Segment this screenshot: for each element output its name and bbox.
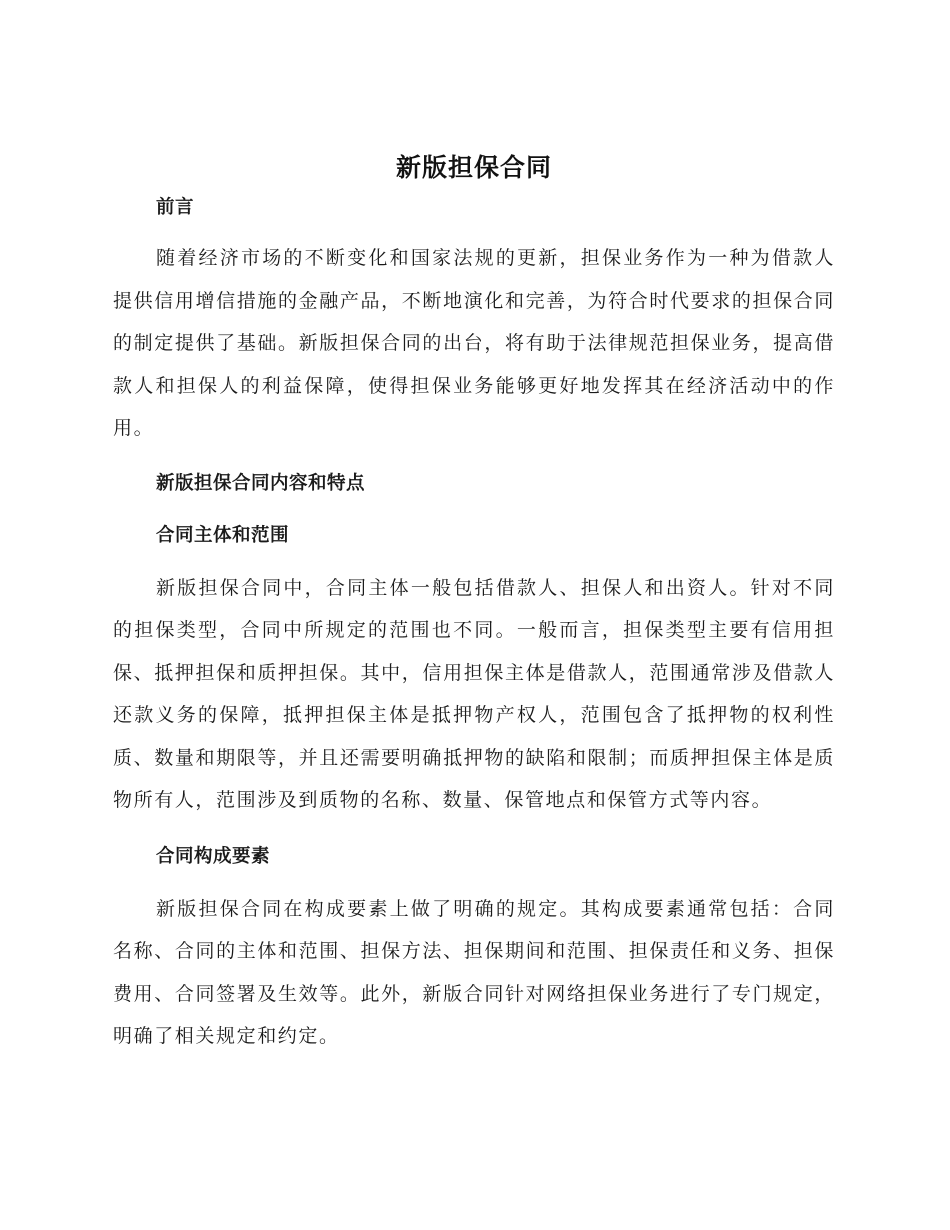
document-title: 新版担保合同	[395, 153, 552, 182]
section-heading-subject-scope: 合同主体和范围	[156, 524, 290, 546]
section-heading-preface: 前言	[156, 197, 195, 218]
paragraph-preface: 随着经济市场的不断变化和国家法规的更新，担保业务作为一种为借款人提供信用增信措施的金融产品，不断地演化和完善，为符合时代要求的担保合同的制定提供了基础。新版担保合同的出台，将有助于法律规范担保业务，提高借款人和担保人的利益保障，使得担保业务能够更好地发挥其在经济活动中的作用。	[113, 247, 835, 439]
section-heading-content-features: 新版担保合同内容和特点	[156, 472, 366, 494]
paragraph-elements: 新版担保合同在构成要素上做了明确的规定。其构成要素通常包括：合同名称、合同的主体和范围、担保方法、担保期间和范围、担保责任和义务、担保费用、合同签署及生效等。此外，新版合同针对网络担保业务进行了专门规定，明确了相关规定和约定。	[113, 897, 835, 1047]
document-page	[113, 146, 835, 1058]
section-heading-elements: 合同构成要素	[156, 845, 271, 867]
paragraph-subject-scope: 新版担保合同中，合同主体一般包括借款人、担保人和出资人。针对不同的担保类型，合同中所规定的范围也不同。一般而言，担保类型主要有信用担保、抵押担保和质押担保。其中，信用担保主体是借款人，范围通常涉及借款人还款义务的保障，抵押担保主体是抵押物产权人，范围包含了抵押物的权利性质、数量和期限等，并且还需要明确抵押物的缺陷和限制；而质押担保主体是质物所有人，范围涉及到质物的名称、数量、保管地点和保管方式等内容。	[113, 576, 835, 811]
